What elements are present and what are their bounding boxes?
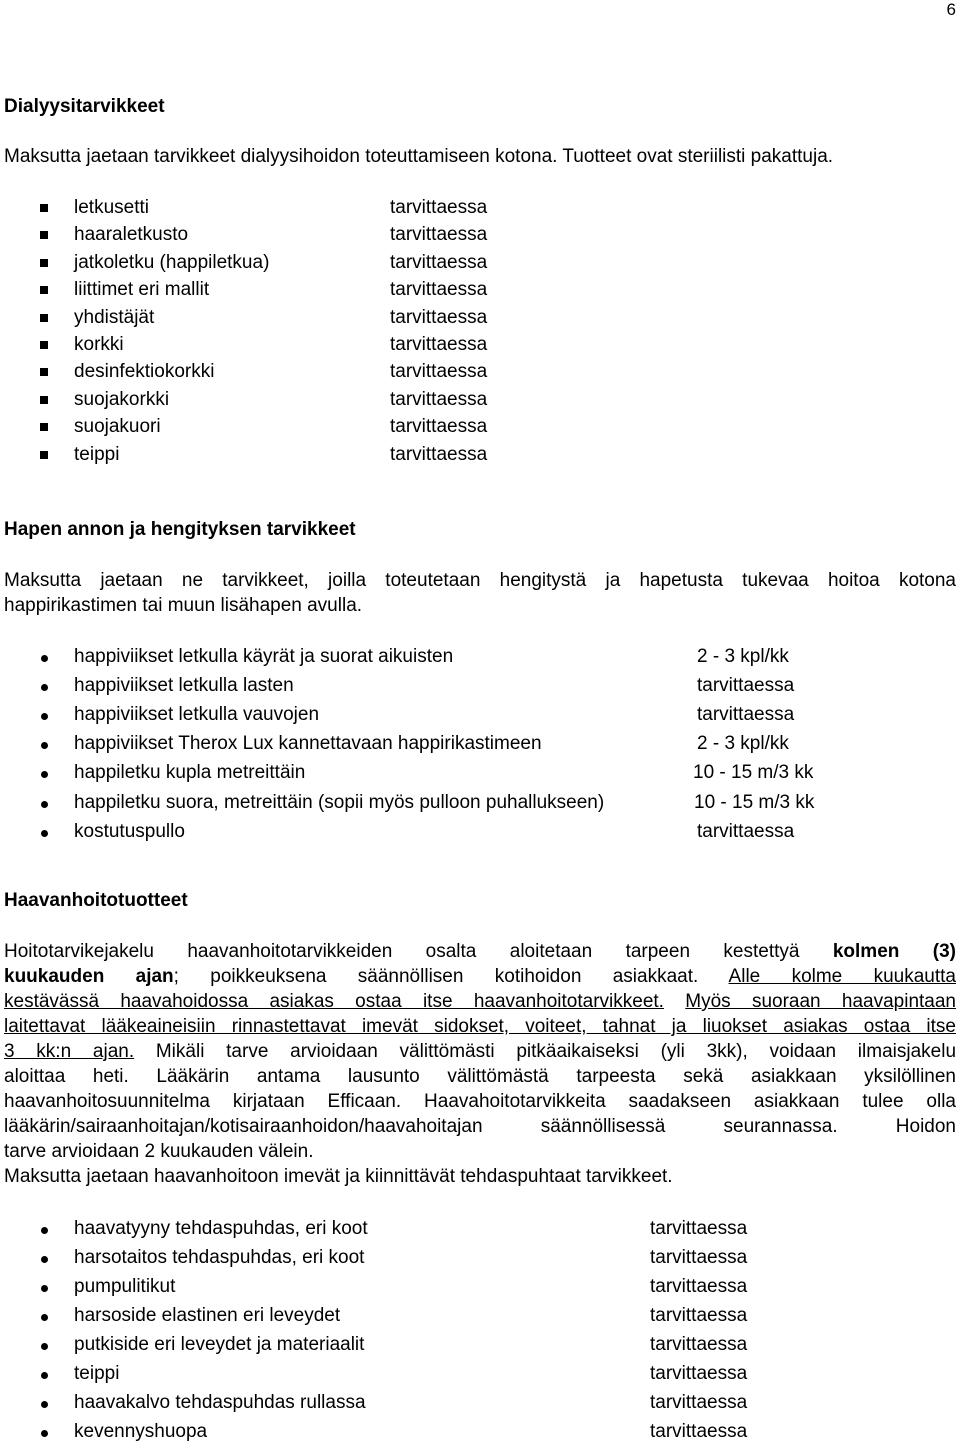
item-name: happiletku suora, metreittäin (sopii myös pulloon puhallukseen) bbox=[74, 791, 605, 813]
item-amount: tarvittaessa bbox=[650, 1392, 748, 1413]
item-name: haavatyyny tehdaspuhdas, eri koot bbox=[74, 1218, 368, 1239]
list-item bbox=[0, 252, 960, 279]
item-name: teippi bbox=[74, 443, 120, 465]
item-name: kostutuspullo bbox=[74, 820, 185, 842]
list-item bbox=[0, 1247, 960, 1274]
paragraph-line: lääkärin/sairaanhoitajan/kotisairaanhoidon/haavahoitajan säännöllisessä seurannassa. Hoidon bbox=[4, 1116, 956, 1137]
square-bullet-icon bbox=[40, 231, 48, 239]
list-item bbox=[0, 646, 960, 673]
paragraph-text: Hoitotarvikejakelu haavanhoitotarvikkeiden osalta aloitetaan tarpeen kestettyä bbox=[4, 941, 833, 962]
item-amount: tarvittaessa bbox=[650, 1363, 748, 1384]
oxygen-intro-line: happirikastimen tai muun lisähapen avulla. bbox=[4, 595, 363, 616]
list-item bbox=[0, 733, 960, 760]
paragraph-line: aloittaa heti. Lääkärin antama lausunto välittömästä tarpeesta sekä asiakkaan yksilöllinen bbox=[4, 1066, 956, 1087]
list-item bbox=[0, 307, 960, 334]
paragraph-line: haavanhoitosuunnitelma kirjataan Efficaan. Haavahoitotarvikkeita saadakseen asiakkaan tulee olla bbox=[4, 1091, 956, 1112]
square-bullet-icon bbox=[40, 396, 48, 404]
section-intro-dialysis: Maksutta jaetaan tarvikkeet dialyysihoidon toteuttamiseen kotona. Tuotteet ovat steriilisti pakattuja. bbox=[4, 146, 834, 167]
item-amount: tarvittaessa bbox=[697, 704, 795, 726]
list-item bbox=[0, 279, 960, 306]
item-amount: tarvittaessa bbox=[650, 1421, 748, 1442]
item-amount: tarvittaessa bbox=[650, 1305, 748, 1326]
underlined-text: 3 kk:n ajan. bbox=[4, 1041, 135, 1062]
item-amount: tarvittaessa bbox=[390, 416, 488, 438]
square-bullet-icon bbox=[40, 314, 48, 322]
underlined-text: Myös suoraan haavapintaan bbox=[685, 991, 957, 1012]
list-item bbox=[0, 762, 960, 789]
paragraph-line: Maksutta jaetaan haavanhoitoon imevät ja kiinnittävät tehdaspuhtaat tarvikkeet. bbox=[4, 1166, 673, 1187]
item-amount: 2 - 3 kpl/kk bbox=[697, 733, 789, 755]
item-name: happiviikset letkulla vauvojen bbox=[74, 704, 320, 726]
item-amount: tarvittaessa bbox=[697, 820, 795, 842]
underlined-text: Alle kolme kuukautta bbox=[728, 966, 956, 987]
round-bullet-icon bbox=[41, 801, 48, 808]
item-amount: tarvittaessa bbox=[650, 1334, 748, 1355]
square-bullet-icon bbox=[40, 451, 48, 459]
paragraph-line bbox=[4, 1039, 956, 1064]
item-name: happiviikset Therox Lux kannettavaan happirikastimeen bbox=[74, 733, 542, 755]
round-bullet-icon bbox=[41, 1401, 48, 1408]
page-number: 6 bbox=[946, 0, 956, 19]
paragraph-text: Mikäli tarve arvioidaan välittömästi pitkäaikaiseksi (yli 3kk), voidaan ilmaisjakelu bbox=[134, 1041, 957, 1062]
list-item bbox=[0, 1363, 960, 1390]
item-amount: tarvittaessa bbox=[650, 1247, 748, 1268]
round-bullet-icon bbox=[41, 1227, 48, 1234]
item-amount: tarvittaessa bbox=[650, 1276, 748, 1297]
list-item bbox=[0, 389, 960, 416]
section-intro-oxygen bbox=[4, 568, 956, 618]
paragraph-line bbox=[4, 989, 956, 1014]
section-heading-wound-care: Haavanhoitotuotteet bbox=[4, 890, 188, 911]
list-item bbox=[0, 1334, 960, 1361]
item-amount: tarvittaessa bbox=[650, 1218, 748, 1239]
list-item bbox=[0, 1392, 960, 1419]
item-name: desinfektiokorkki bbox=[74, 361, 215, 383]
item-name: happiviikset letkulla lasten bbox=[74, 675, 294, 697]
item-name: korkki bbox=[74, 334, 124, 355]
paragraph-line bbox=[4, 964, 956, 989]
list-item bbox=[0, 444, 960, 471]
round-bullet-icon bbox=[41, 1430, 48, 1437]
square-bullet-icon bbox=[40, 204, 48, 212]
section-heading-oxygen: Hapen annon ja hengityksen tarvikkeet bbox=[4, 519, 356, 540]
square-bullet-icon bbox=[40, 259, 48, 267]
list-item bbox=[0, 675, 960, 702]
item-name: suojakuori bbox=[74, 416, 161, 438]
round-bullet-icon bbox=[41, 830, 48, 837]
item-amount: tarvittaessa bbox=[390, 361, 488, 383]
list-item bbox=[0, 361, 960, 388]
item-name: jatkoletku (happiletkua) bbox=[74, 251, 270, 273]
list-item bbox=[0, 197, 960, 224]
item-amount: tarvittaessa bbox=[390, 388, 488, 410]
item-amount: tarvittaessa bbox=[390, 224, 488, 246]
item-amount: tarvittaessa bbox=[390, 306, 488, 328]
list-item bbox=[0, 1276, 960, 1303]
underlined-text: kestävässä haavahoidossa asiakas ostaa itse haavanhoitotarvikkeet. bbox=[4, 991, 664, 1012]
list-item bbox=[0, 792, 960, 819]
item-amount: tarvittaessa bbox=[390, 334, 488, 355]
square-bullet-icon bbox=[40, 286, 48, 294]
item-amount: 10 - 15 m/3 kk bbox=[693, 762, 814, 784]
oxygen-intro-line: Maksutta jaetaan ne tarvikkeet, joilla toteutetaan hengitystä ja hapetusta tukevaa hoitoa kotona bbox=[4, 570, 956, 591]
item-name: pumpulitikut bbox=[74, 1276, 176, 1297]
item-amount: tarvittaessa bbox=[390, 251, 488, 273]
item-amount: tarvittaessa bbox=[390, 279, 488, 301]
paragraph-line bbox=[4, 939, 956, 964]
item-name: happiviikset letkulla käyrät ja suorat aikuisten bbox=[74, 646, 454, 667]
item-name: kevennyshuopa bbox=[74, 1421, 208, 1442]
item-name: putkiside eri leveydet ja materiaalit bbox=[74, 1334, 365, 1355]
round-bullet-icon bbox=[41, 713, 48, 720]
square-bullet-icon bbox=[40, 368, 48, 376]
item-amount: tarvittaessa bbox=[390, 443, 488, 465]
round-bullet-icon bbox=[41, 1314, 48, 1321]
list-item bbox=[0, 1218, 960, 1245]
round-bullet-icon bbox=[41, 771, 48, 778]
list-item bbox=[0, 224, 960, 251]
wound-care-paragraph bbox=[4, 939, 956, 1189]
round-bullet-icon bbox=[41, 684, 48, 691]
item-name: yhdistäjät bbox=[74, 306, 155, 328]
list-item bbox=[0, 1305, 960, 1332]
round-bullet-icon bbox=[41, 1343, 48, 1350]
item-name: letkusetti bbox=[74, 197, 149, 218]
paragraph-text: ; poikkeuksena säännöllisen kotihoidon asiakkaat. bbox=[173, 966, 729, 987]
paragraph-line bbox=[4, 1014, 956, 1039]
item-name: harsoside elastinen eri leveydet bbox=[74, 1305, 341, 1326]
item-name: harsotaitos tehdaspuhdas, eri koot bbox=[74, 1247, 365, 1268]
round-bullet-icon bbox=[41, 1372, 48, 1379]
underlined-text: laitettavat lääkeaineisiin rinnastettavat imevät sidokset, voiteet, tahnat ja liuokset asiakas ostaa itse bbox=[4, 1016, 956, 1037]
round-bullet-icon bbox=[41, 742, 48, 749]
square-bullet-icon bbox=[40, 341, 48, 349]
section-heading-dialysis: Dialyysitarvikkeet bbox=[4, 96, 165, 117]
item-name: teippi bbox=[74, 1363, 120, 1384]
round-bullet-icon bbox=[41, 1285, 48, 1292]
round-bullet-icon bbox=[41, 655, 48, 662]
item-name: happiletku kupla metreittäin bbox=[74, 762, 306, 784]
list-item bbox=[0, 334, 960, 361]
list-item bbox=[0, 416, 960, 443]
item-amount: 10 - 15 m/3 kk bbox=[694, 791, 815, 813]
round-bullet-icon bbox=[41, 1256, 48, 1263]
paragraph-text bbox=[664, 991, 685, 1012]
bold-text: kolmen (3) bbox=[832, 941, 956, 962]
item-name: liittimet eri mallit bbox=[74, 279, 210, 301]
item-amount: tarvittaessa bbox=[697, 675, 795, 697]
list-item bbox=[0, 821, 960, 848]
item-name: suojakorkki bbox=[74, 388, 170, 410]
square-bullet-icon bbox=[40, 423, 48, 431]
item-name: haaraletkusto bbox=[74, 224, 189, 246]
bold-text: kuukauden ajan bbox=[4, 966, 174, 987]
item-name: haavakalvo tehdaspuhdas rullassa bbox=[74, 1392, 366, 1413]
list-item bbox=[0, 704, 960, 731]
item-amount: tarvittaessa bbox=[390, 197, 488, 218]
item-amount: 2 - 3 kpl/kk bbox=[697, 646, 789, 667]
paragraph-line: tarve arvioidaan 2 kuukauden välein. bbox=[4, 1141, 314, 1162]
